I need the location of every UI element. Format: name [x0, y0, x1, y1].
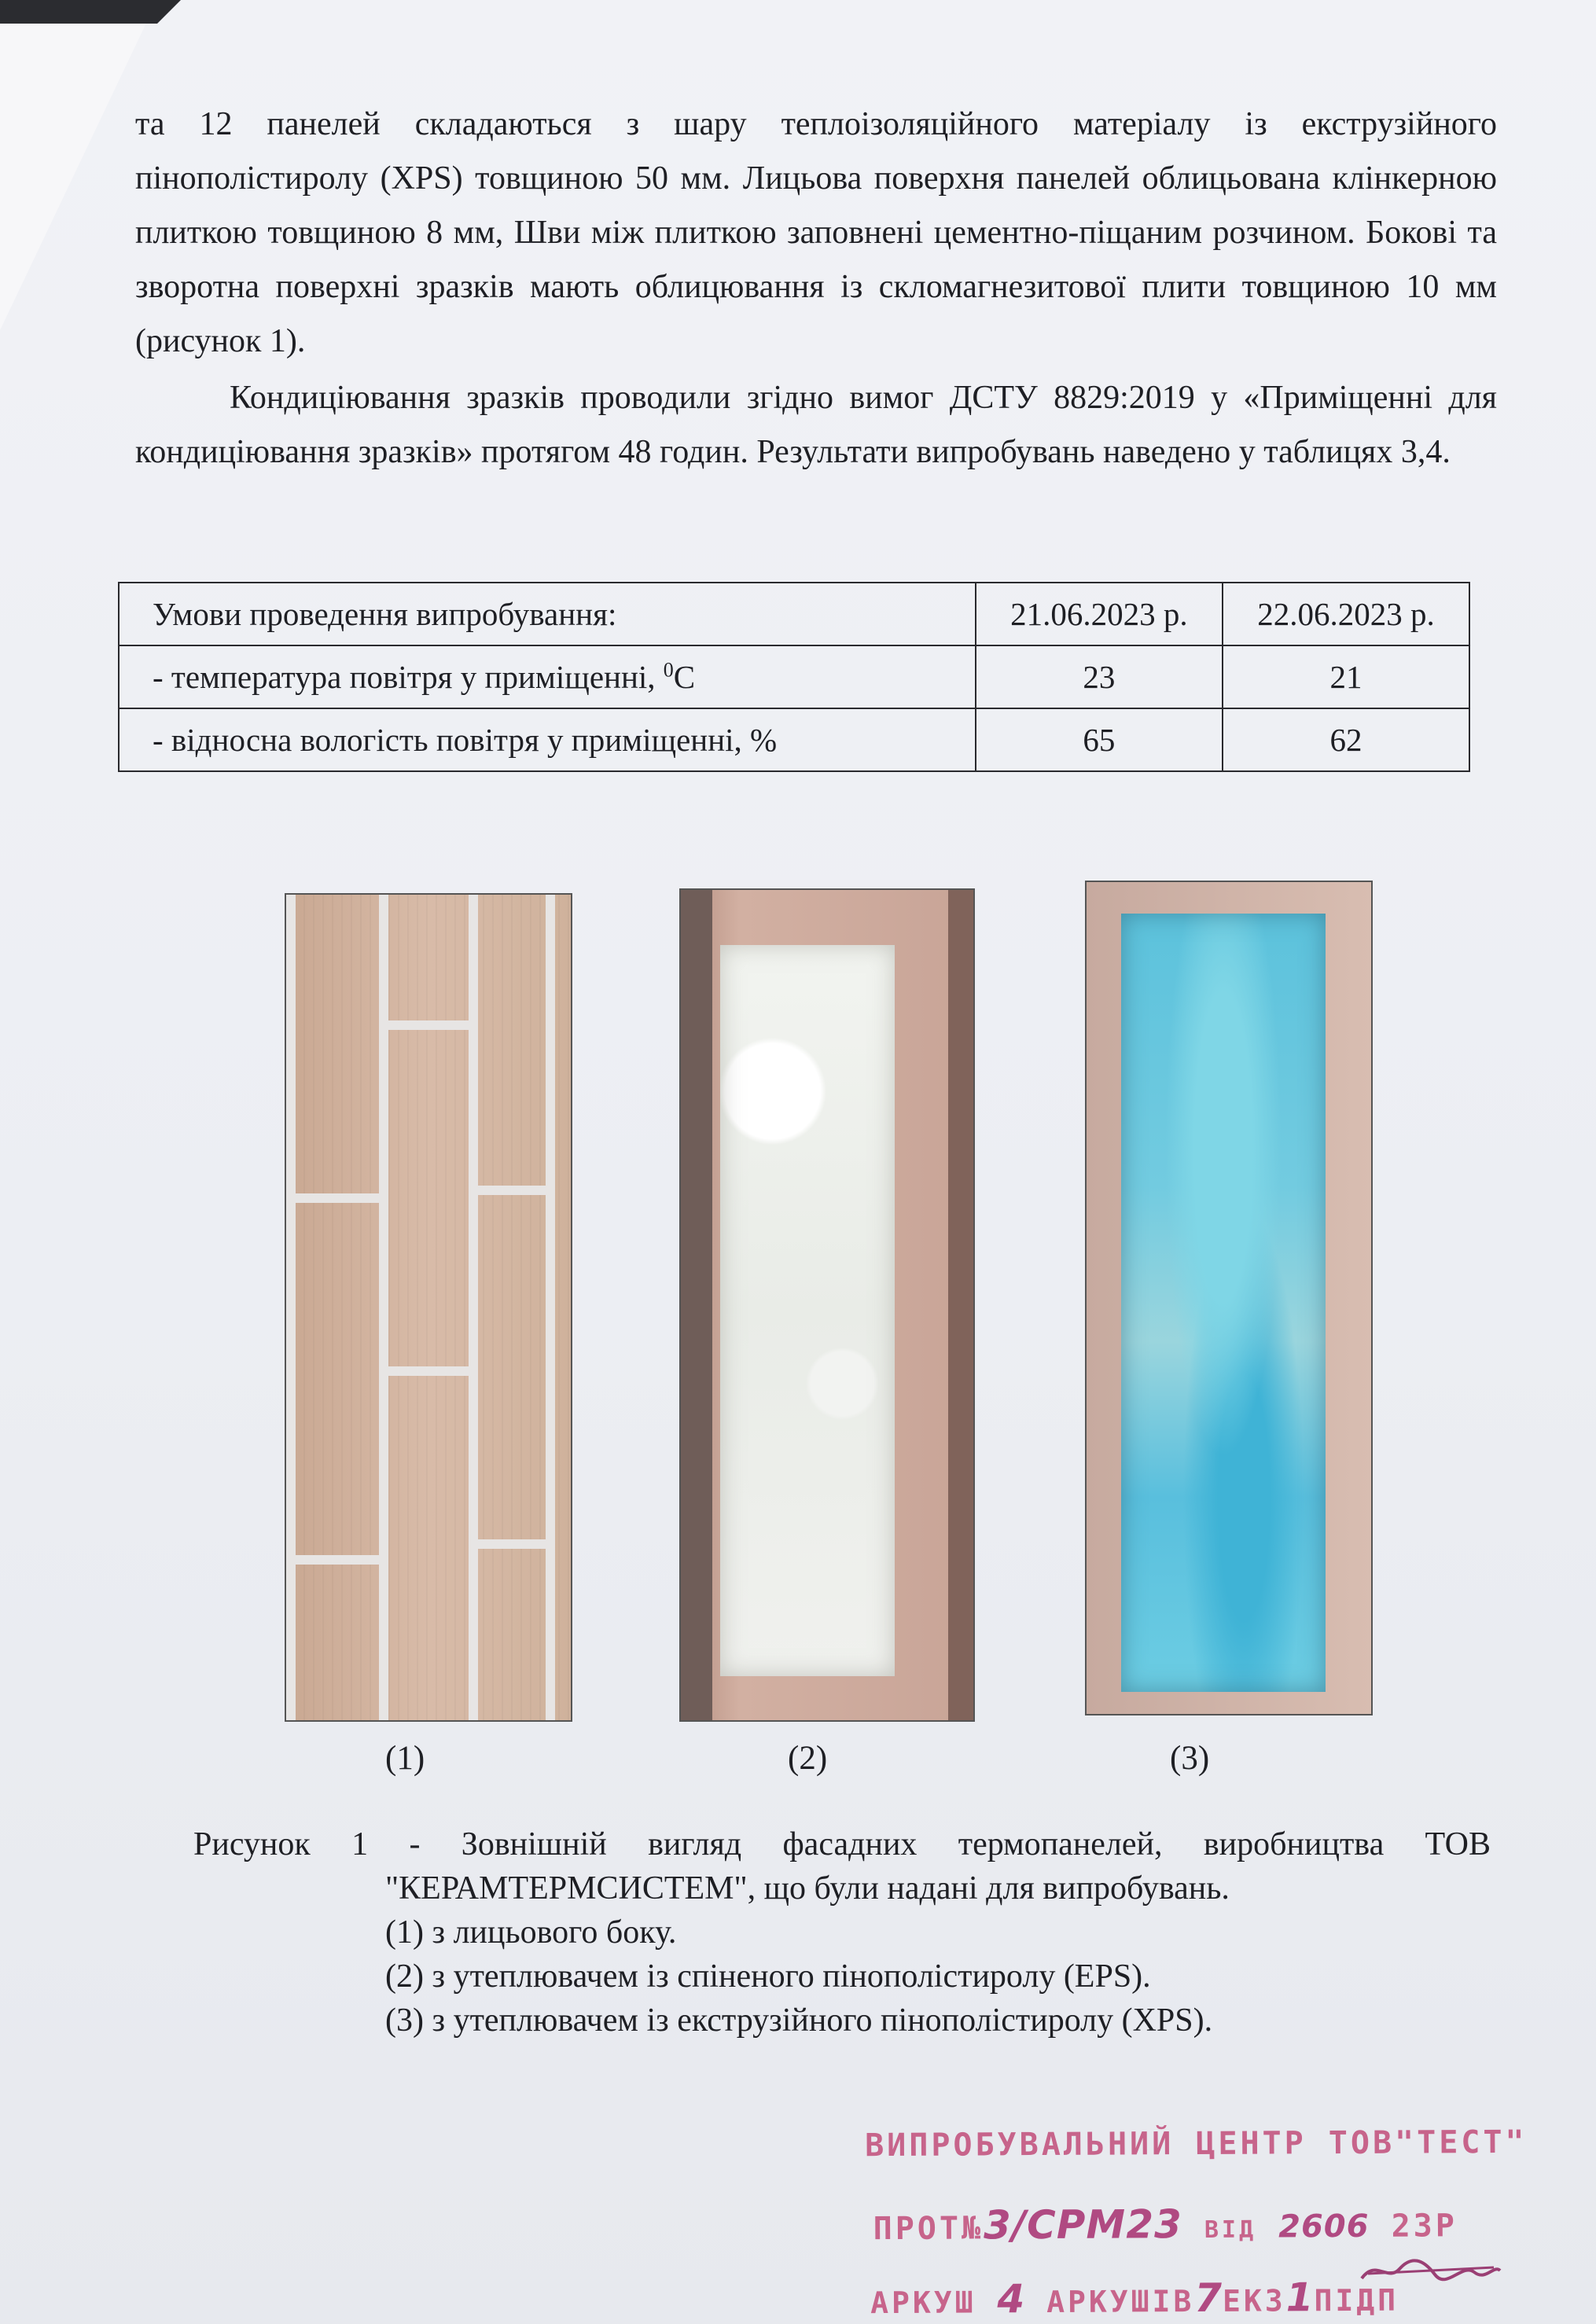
photo-panel-eps	[679, 888, 975, 1722]
grout-line	[546, 895, 555, 1720]
humidity-label: - відносна вологість повітря у приміщенні, %	[119, 708, 976, 771]
temperature-value-2: 21	[1223, 645, 1469, 708]
caption-line: Рисунок 1 - Зовнішній вигляд фасадних термопанелей, виробництва ТОВ	[193, 1826, 1491, 1863]
copy-number: 1	[1285, 2274, 1315, 2321]
grout-line	[286, 895, 296, 1720]
figure-caption	[193, 1822, 1491, 2043]
grout-line	[379, 1366, 473, 1376]
table-row	[119, 708, 1469, 771]
body-paragraph-2: Кондиціювання зразків проводили згідно вимог ДСТУ 8829:2019 у «Приміщенні для кондиціювання зразків» протягом 48 годин. Результати випробувань наведено у таблицях 3,4.	[135, 380, 1497, 470]
temperature-label: - температура повітря у приміщенні, $^0$С	[119, 645, 976, 708]
header-date-1: 21.06.2023 р.	[976, 583, 1223, 645]
protocol-date: 2606	[1278, 2208, 1370, 2245]
table-row	[119, 645, 1469, 708]
caption-line: "КЕРАМТЕРМСИСТЕМ", що були надані для випробувань.	[385, 1870, 1230, 1907]
grout-line	[379, 1020, 473, 1030]
panel-label-2: (2)	[788, 1740, 828, 1777]
panel-edge	[681, 890, 712, 1720]
grout-line	[379, 895, 388, 1720]
stamp-line-2: ПРОТ№3/СРМ23 ВІД 2606 23Р	[873, 2201, 1458, 2249]
caption-line: (1) з лицьового боку.	[385, 1914, 677, 1951]
xps-foam	[1121, 914, 1326, 1692]
temperature-value-1: 23	[976, 645, 1223, 708]
sheet-total: 7	[1194, 2274, 1223, 2322]
grout-line	[469, 1539, 555, 1549]
stamp-line-1: ВИПРОБУВАЛЬНИЙ ЦЕНТР ТОВ"ТЕСТ"	[865, 2124, 1528, 2164]
stamp-line-3: АРКУШ 4 АРКУШІВ7ЕКЗ1ПІДП	[870, 2274, 1399, 2322]
photo-panel-face	[285, 893, 572, 1722]
grout-line	[286, 1555, 379, 1565]
header-date-2: 22.06.2023 р.	[1223, 583, 1469, 645]
background-edge	[0, 0, 181, 24]
panel-edge	[948, 890, 973, 1720]
humidity-value-2: 62	[1223, 708, 1469, 771]
panel-label-3: (3)	[1170, 1740, 1210, 1777]
underlying-page-corner	[0, 0, 157, 330]
protocol-number: 3/СРМ23	[983, 2201, 1182, 2249]
eps-foam	[720, 945, 895, 1676]
sheet-number: 4	[997, 2276, 1026, 2322]
caption-line: (2) з утеплювачем із спіненого пінополістиролу (EPS).	[385, 1958, 1151, 1995]
grout-line	[469, 1186, 555, 1195]
test-conditions-table	[118, 582, 1470, 772]
caption-line: (3) з утеплювачем із екструзійного пінополістиролу (XPS).	[385, 2002, 1213, 2039]
grout-line	[469, 895, 478, 1720]
grout-line	[286, 1193, 379, 1203]
header-label: Умови проведення випробування:	[119, 583, 976, 645]
test-center-stamp	[865, 2124, 1528, 2322]
photo-panel-xps	[1085, 881, 1373, 1715]
body-paragraph-1: та 12 панелей складаються з шару теплоізоляційного матеріалу із екструзійного пінополістиролу (XPS) товщиною 50 мм. Лицьова поверхня панелей облицьована клінкерною плиткою товщиною 8 мм, Шви між плиткою заповнені цементно-піщаним розчином. Бокові та зворотна поверхні зразків мають облицювання із скломагнезитової плити товщиною 10 мм (рисунок 1).	[135, 106, 1497, 359]
table-header-row	[119, 583, 1469, 645]
panel-label-1: (1)	[385, 1740, 425, 1777]
humidity-value-1: 65	[976, 708, 1223, 771]
handwritten-signature	[1360, 2255, 1502, 2286]
